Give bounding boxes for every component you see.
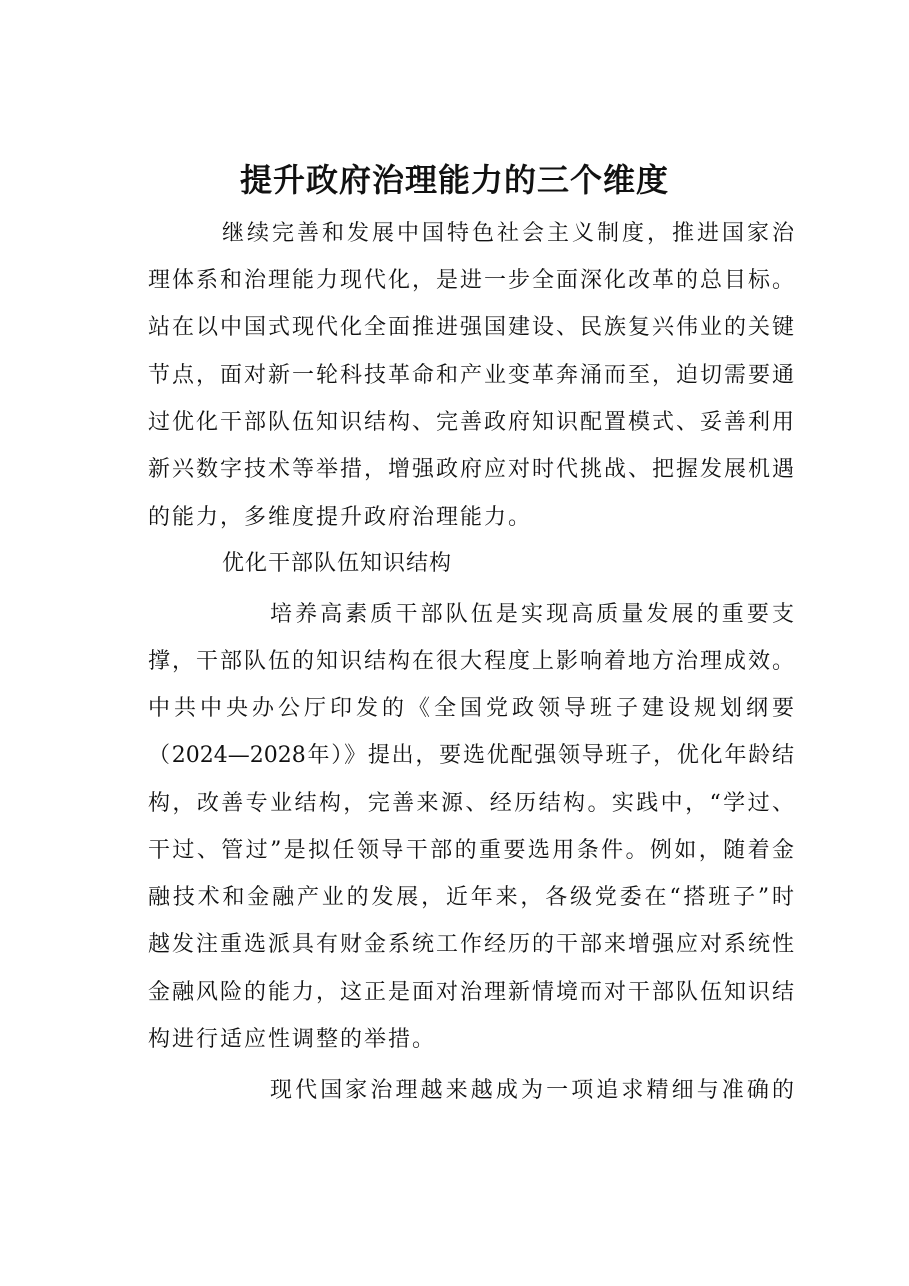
- text-line: 撑，干部队伍的知识结构在很大程度上影响着地方治理成效。: [148, 649, 794, 674]
- text-line: 的能力，多维度提升政府治理能力。: [148, 505, 533, 530]
- text-line: 中共中央办公厅印发的《全国党政领导班子建设规划纲要: [148, 696, 794, 721]
- text-line: 金融风险的能力，这正是面对治理新情境而对干部队伍知识结: [148, 980, 794, 1005]
- text-line: 理体系和治理能力现代化，是进一步全面深化改革的总目标。: [148, 268, 794, 293]
- text-line: 站在以中国式现代化全面推进强国建设、民族复兴伟业的关键: [148, 315, 794, 340]
- text-line: 构，改善专业结构，完善来源、经历结构。实践中，“学过、: [148, 791, 794, 816]
- text-line: 融技术和金融产业的发展，近年来，各级党委在“搭班子”时: [148, 885, 794, 910]
- text-line: 构进行适应性调整的举措。: [148, 1027, 437, 1052]
- text-line: （2024—2028年）》提出，要选优配强领导班子，优化年龄结: [148, 743, 794, 768]
- text-line: 节点，面对新一轮科技革命和产业变革奔涌而至，迫切需要通: [148, 363, 794, 388]
- text-line: 现代国家治理越来越成为一项追求精细与准确的: [270, 1078, 794, 1103]
- text-line: 培养高素质干部队伍是实现高质量发展的重要支: [270, 602, 794, 627]
- text-line: 过优化干部队伍知识结构、完善政府知识配置模式、妥善利用: [148, 410, 794, 435]
- document-title: 提升政府治理能力的三个维度: [239, 161, 669, 199]
- text-line: 越发注重选派具有财金系统工作经历的干部来增强应对系统性: [148, 932, 794, 957]
- text-line: 继续完善和发展中国特色社会主义制度，推进国家治: [222, 221, 794, 246]
- text-line: 干过、管过”是拟任领导干部的重要选用条件。例如，随着金: [148, 838, 794, 863]
- text-line: 新兴数字技术等举措，增强政府应对时代挑战、把握发展机遇: [148, 457, 794, 482]
- section-heading: 优化干部队伍知识结构: [222, 551, 453, 576]
